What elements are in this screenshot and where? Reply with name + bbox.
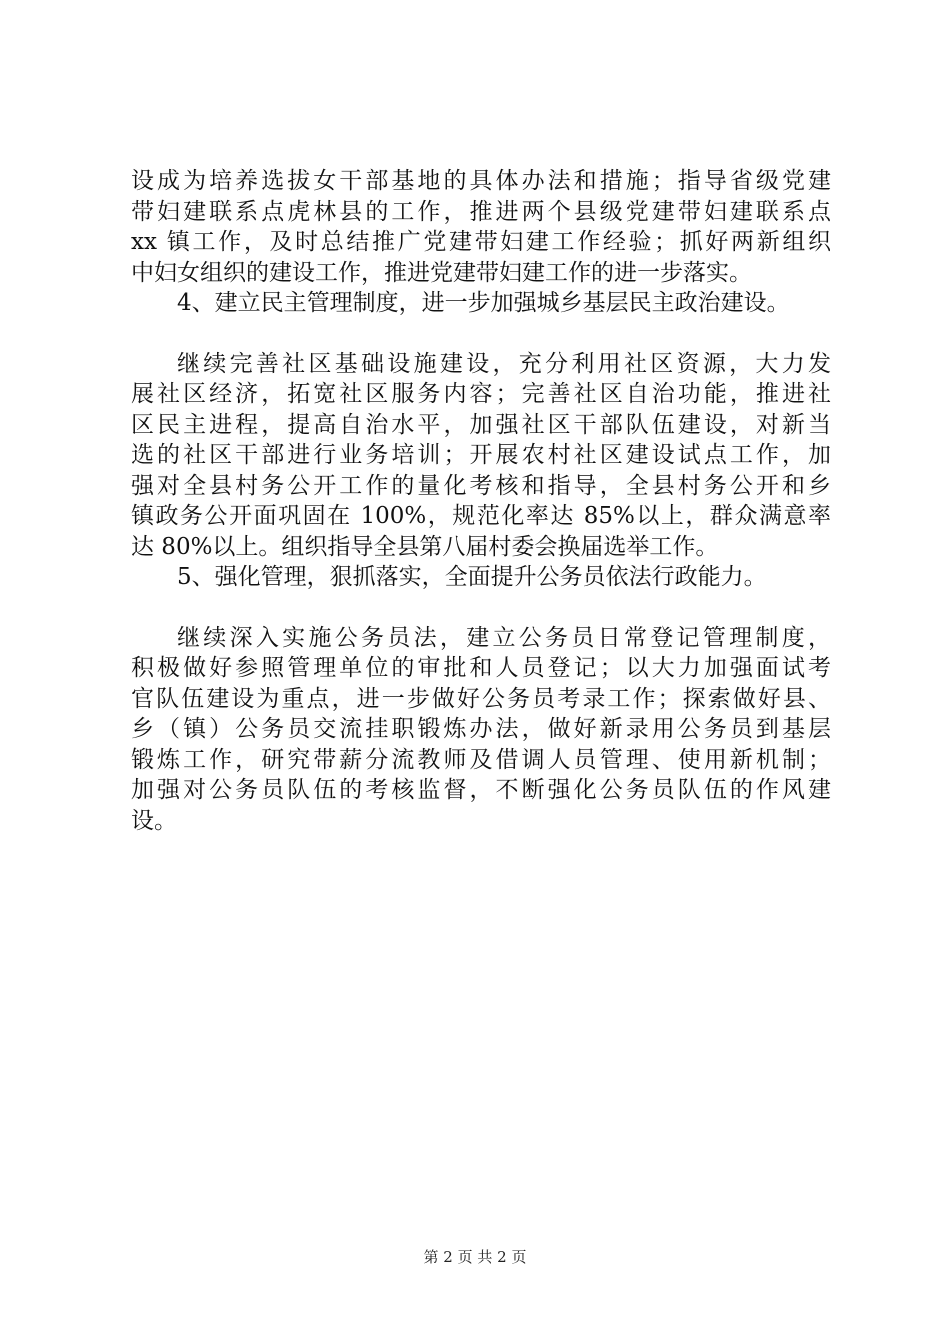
section-heading-4: 4、建立民主管理制度，进一步加强城乡基层民主政治建设。 — [177, 290, 790, 316]
text-line: 展社区经济，拓宽社区服务内容；完善社区自治功能，推进社 — [131, 381, 831, 407]
text-line: 锻炼工作，研究带薪分流教师及借调人员管理、使用新机制； — [131, 746, 831, 773]
text-line: 区民主进程，提高自治水平，加强社区干部队伍建设，对新当 — [131, 411, 831, 438]
paragraph-civil-servants — [131, 623, 831, 837]
paragraph-community — [131, 349, 831, 563]
text-line: 乡（镇）公务员交流挂职锻炼办法，做好新录用公务员到基层 — [131, 716, 831, 742]
text-line: 加强对公务员队伍的考核监督，不断强化公务员队伍的作风建 — [131, 777, 831, 803]
paragraph-spacer — [131, 319, 831, 349]
text-line: 积极做好参照管理单位的审批和人员登记；以大力加强面试考 — [131, 655, 831, 681]
text-line: 带妇建联系点虎林县的工作，推进两个县级党建带妇建联系点 — [131, 198, 831, 225]
text-line: 继续完善社区基础设施建设，充分利用社区资源，大力发 — [177, 350, 831, 377]
section-heading-5: 5、强化管理，狠抓落实，全面提升公务员依法行政能力。 — [177, 564, 767, 590]
text-line: 选的社区干部进行业务培训；开展农村社区建设试点工作，加 — [131, 442, 831, 468]
text-line: 官队伍建设为重点，进一步做好公务员考录工作；探索做好县、 — [131, 685, 831, 712]
document-body — [131, 166, 831, 836]
text-line: 强对全县村务公开工作的量化考核和指导，全县村务公开和乡 — [131, 472, 831, 499]
text-line: 继续深入实施公务员法，建立公务员日常登记管理制度， — [177, 624, 831, 651]
page-number-footer: 第 2 页 共 2 页 — [423, 1248, 527, 1266]
paragraph-continuation — [131, 166, 831, 288]
text-line: 达 80%以上。组织指导全县第八届村委会换届选举工作。 — [131, 533, 719, 560]
text-line: xx 镇工作，及时总结推广党建带妇建工作经验；抓好两新组织 — [131, 229, 831, 255]
text-line: 设成为培养选拔女干部基地的具体办法和措施；指导省级党建 — [131, 168, 831, 194]
text-line: 中妇女组织的建设工作，推进党建带妇建工作的进一步落实。 — [131, 259, 752, 286]
text-line: 设。 — [131, 807, 177, 834]
paragraph-spacer — [131, 593, 831, 623]
text-line: 镇政务公开面巩固在 100%，规范化率达 85%以上，群众满意率 — [131, 503, 831, 529]
